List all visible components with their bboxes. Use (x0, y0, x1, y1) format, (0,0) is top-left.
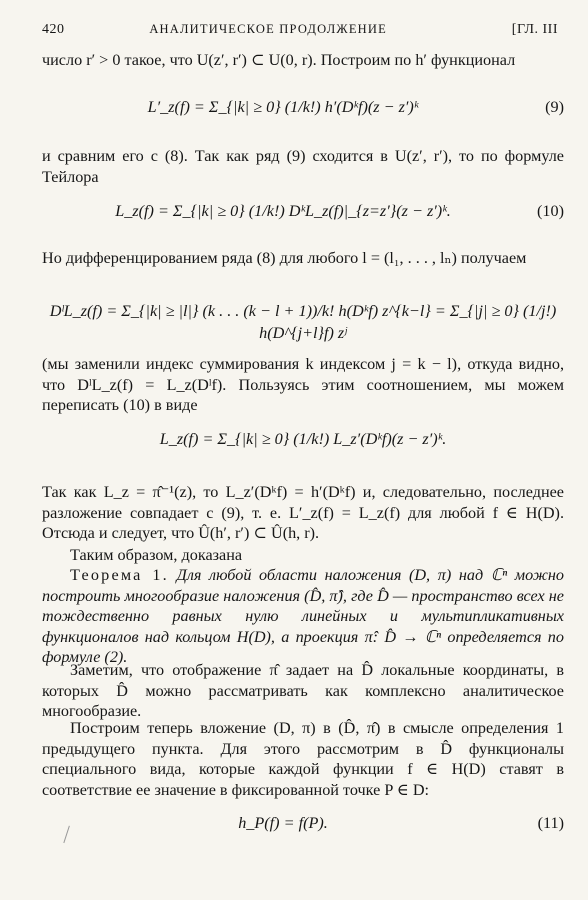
paragraph-7: Заметим, что отображение π̂ задает на D̂ локальные координаты, в которых D̂ можно рассматривать как комплексно аналитическое многообразие. (42, 661, 564, 720)
paragraph-6: Таким образом, доказана (70, 546, 243, 564)
formula-rewritten-body: L_z(f) = Σ_{|k| ≥ 0} (1/k!) L_z′(Dᵏf)(z − z′)ᵏ. (159, 430, 447, 448)
paragraph-8: Построим теперь вложение (D, π) в (D̂, π̂) в смысле определения 1 предыдущего пункта. Для этого рассмотрим в D̂ функционалы специального вида, которые каждой функции f ∈ H(D) ставят в соответствие ее значение в фиксированной точке P ∈ D: (42, 719, 564, 799)
chapter-label: [ГЛ. III (511, 22, 558, 37)
formula-9-number: (9) (545, 98, 564, 116)
paragraph-3: Но дифференцированием ряда (8) для любого l = (l₁, . . . , lₙ) получаем (42, 249, 527, 267)
formula-11 (42, 812, 564, 856)
running-header (42, 22, 558, 38)
formula-10 (42, 200, 564, 244)
paragraph-5: Так как L_z = π̂⁻¹(z), то L_z′(Dᵏf) = h′(Dᵏf) и, следовательно, последнее разложение совпадает с (9), т. е. L′_z(f) = L_z(f) для любой f ∈ H(D). Отсюда и следует, что Û(h′, r′) ⊂ Û(h, r). (42, 483, 564, 542)
paragraph-4: (мы заменили индекс суммирования k индексом j = k − l), откуда видно, что DˡL_z(f) = L_z(Dˡf). Пользуясь этим соотношением, мы можем переписать (10) в виде (42, 355, 564, 414)
formula-11-number: (11) (537, 814, 564, 832)
formula-rewritten (42, 428, 564, 472)
formula-10-body: L_z(f) = Σ_{|k| ≥ 0} (1/k!) DᵏL_z(f)|_{z=z′}(z − z′)ᵏ. (115, 202, 451, 220)
paragraph-2: и сравним его с (8). Так как ряд (9) сходится в U(z′, r′), то по формуле Тейлора (42, 147, 564, 186)
page-number: 420 (42, 22, 65, 37)
formula-derivative (42, 300, 564, 344)
theorem-1 (42, 565, 564, 668)
formula-11-body: h_P(f) = f(P). (238, 814, 328, 832)
theorem-label: Теорема 1. (70, 566, 169, 584)
theorem-text: Для любой области наложения (D, π) над ℂⁿ можно построить многообразие наложения (D̂, π̂), где D̂ — пространство всех не тождественно равных нулю линейных и мультипликативных функционалов над кольцом H(D), а проекция π̂: D̂ → ℂⁿ определяется по формуле (2). (42, 566, 565, 666)
formula-9-body: L′_z(f) = Σ_{|k| ≥ 0} (1/k!) h′(Dᵏf)(z − z′)ᵏ (147, 98, 419, 116)
formula-9 (42, 96, 564, 140)
paragraph-1: число r′ > 0 такое, что U(z′, r′) ⊂ U(0, r). Построим по h′ функционал (42, 51, 516, 69)
formula-10-number: (10) (537, 202, 564, 220)
running-title: АНАЛИТИЧЕСКОЕ ПРОДОЛЖЕНИЕ (149, 22, 387, 36)
formula-derivative-body: DˡL_z(f) = Σ_{|k| ≥ |l|} (k . . . (k − l + 1))/k! h(Dᵏf) z^{k−l} = Σ_{|j| ≥ 0} (1/j!) h(D^{j+l}f) zʲ (49, 302, 557, 342)
